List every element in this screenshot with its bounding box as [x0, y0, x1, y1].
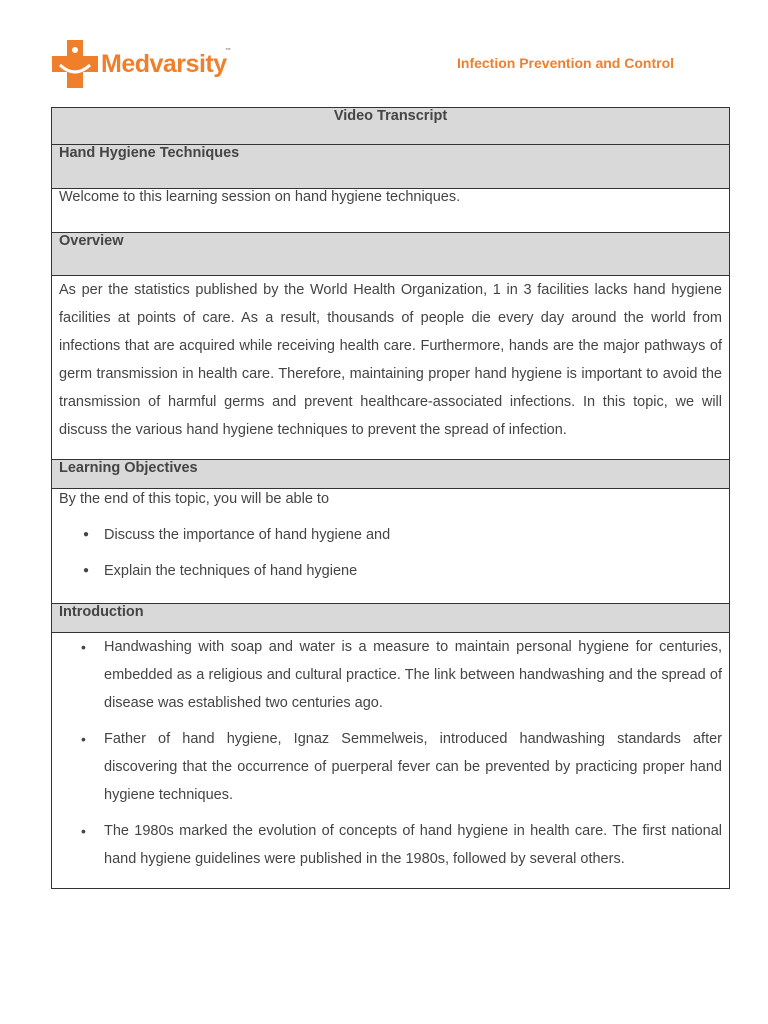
- objectives-list: [59, 525, 722, 581]
- course-title: Infection Prevention and Control: [457, 55, 675, 71]
- list-item: ● Explain the techniques of hand hygiene: [83, 563, 358, 579]
- list-item: • Handwashing with soap and water is a measure to maintain personal hygiene for centuries, embedded as a religious and cultural practice. The link between handwashing and the spread of disease was established two centuries ago.: [59, 633, 722, 717]
- page-header: [0, 0, 768, 100]
- list-item: • The 1980s marked the evolution of concepts of hand hygiene in health care. The first national hand hygiene guidelines were published in the 1980s, followed by several others.: [59, 817, 722, 873]
- table-row: [52, 604, 730, 633]
- objectives-heading: Learning Objectives: [52, 460, 730, 489]
- bullet-icon: •: [81, 731, 86, 747]
- overview-heading: Overview: [52, 233, 730, 276]
- welcome-text: Welcome to this learning session on hand hygiene techniques.: [52, 189, 730, 233]
- transcript-heading: Video Transcript: [52, 108, 730, 145]
- table-row: [52, 189, 730, 233]
- list-item: • Father of hand hygiene, Ignaz Semmelweis, introduced handwashing standards after discovering that the occurrence of puerperal fever can be prevented by practicing proper hand hygiene techniques.: [59, 725, 722, 809]
- overview-text: As per the statistics published by the World Health Organization, 1 in 3 facilities lacks hand hygiene facilities at points of care. As a result, thousands of people die every day around the world from infections that are acquired while receiving health care. Furthermore, hands are the major pathways of germ transmission in health care. Therefore, maintaining proper hand hygiene is important to avoid the transmission of harmful germs and prevent healthcare-associated infections. In this topic, we will discuss the various hand hygiene techniques to prevent the spread of infection.: [52, 276, 730, 460]
- introduction-cell: [52, 633, 730, 889]
- trademark: ™: [225, 47, 231, 54]
- table-row: [52, 145, 730, 189]
- objectives-intro: By the end of this topic, you will be able to: [59, 491, 330, 507]
- table-row: [52, 233, 730, 276]
- bullet-icon: ●: [83, 565, 90, 576]
- transcript-table: [51, 107, 730, 889]
- bullet-icon: ●: [83, 529, 90, 540]
- objectives-cell: [52, 489, 730, 604]
- table-row: [52, 633, 730, 889]
- bullet-icon: •: [81, 639, 86, 655]
- medvarsity-logo: [52, 40, 231, 88]
- medical-cross-icon: [52, 40, 98, 88]
- introduction-heading: Introduction: [52, 604, 730, 633]
- table-row: [52, 108, 730, 145]
- brand-name: Medvarsity ™: [101, 47, 231, 78]
- introduction-list: [59, 633, 722, 873]
- topic-title: Hand Hygiene Techniques: [52, 145, 730, 189]
- table-row: [52, 489, 730, 604]
- table-row: [52, 460, 730, 489]
- bullet-icon: •: [81, 823, 86, 839]
- table-row: [52, 276, 730, 460]
- list-item: ● Discuss the importance of hand hygiene and: [83, 527, 391, 543]
